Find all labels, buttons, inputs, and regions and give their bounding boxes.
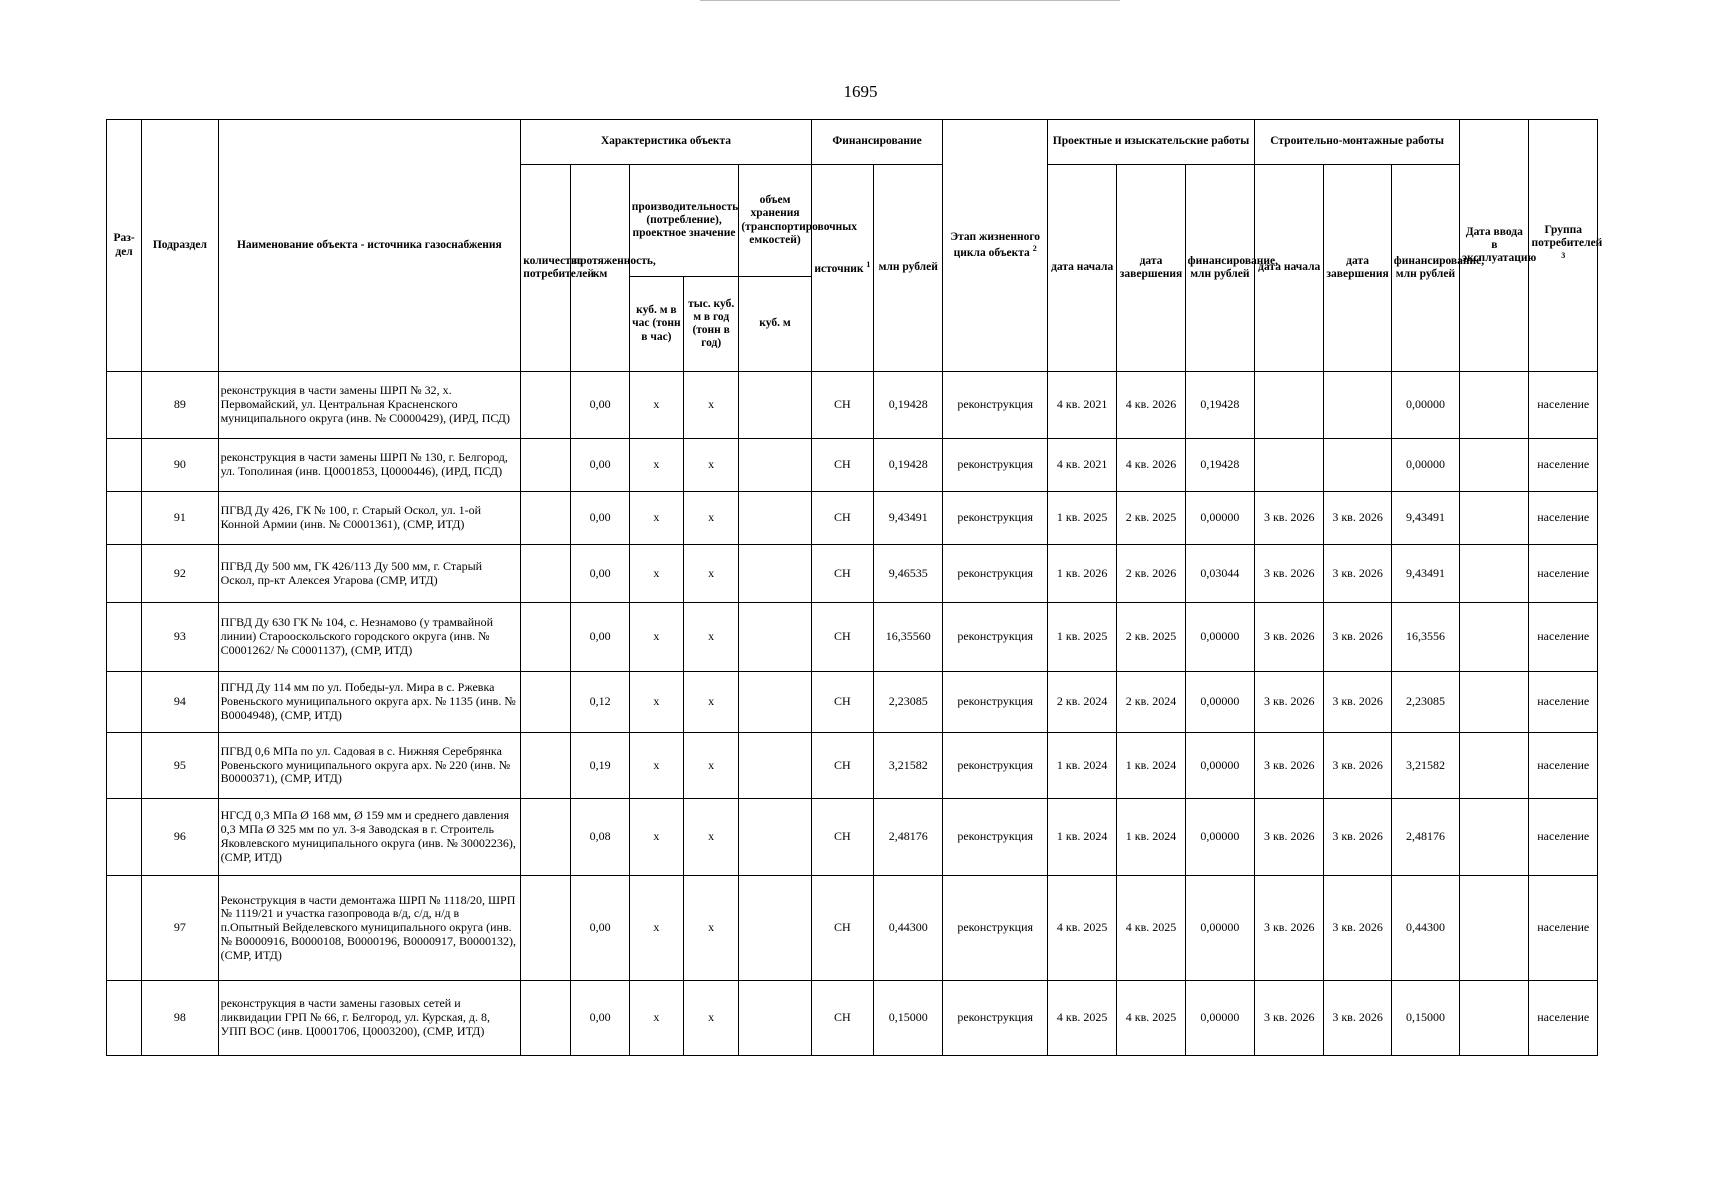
col-source-label: источник xyxy=(814,262,864,275)
cell-tcubm-year: х xyxy=(684,439,739,492)
col-source-footnote: 1 xyxy=(866,259,871,269)
cell-c-fin: 0,15000 xyxy=(1391,981,1459,1056)
col-group-financing: Финансирование xyxy=(811,120,943,165)
cell-stage: реконструкция xyxy=(943,545,1048,603)
cell-length: 0,19 xyxy=(571,733,629,799)
cell-tcubm-year: х xyxy=(684,981,739,1056)
cell-c-start: 3 кв. 2026 xyxy=(1255,492,1324,545)
cell-count xyxy=(521,603,571,672)
col-consumer-group-label: Группа потребителей xyxy=(1531,224,1603,250)
cell-c-end: 3 кв. 2026 xyxy=(1324,545,1391,603)
cell-c-end: 3 кв. 2026 xyxy=(1324,876,1391,981)
cell-p-fin: 0,00000 xyxy=(1185,799,1254,876)
table-row xyxy=(107,545,1598,603)
cell-razdel xyxy=(107,981,142,1056)
cell-c-fin: 2,23085 xyxy=(1391,672,1459,733)
cell-group: население xyxy=(1529,733,1598,799)
cell-length: 0,00 xyxy=(571,876,629,981)
cell-p-fin: 0,00000 xyxy=(1185,492,1254,545)
col-length: протяженность, км xyxy=(571,165,629,372)
cell-p-start: 4 кв. 2025 xyxy=(1047,876,1116,981)
cell-p-fin: 0,00000 xyxy=(1185,733,1254,799)
col-consumer-group-footnote: 3 xyxy=(1561,250,1566,260)
cell-stage: реконструкция xyxy=(943,799,1048,876)
cell-cubm xyxy=(739,545,811,603)
cell-c-start: 3 кв. 2026 xyxy=(1255,876,1324,981)
table-row xyxy=(107,733,1598,799)
cell-tcubm-year: х xyxy=(684,603,739,672)
cell-p-fin: 0,00000 xyxy=(1185,672,1254,733)
cell-count xyxy=(521,981,571,1056)
cell-mln: 0,15000 xyxy=(874,981,943,1056)
cell-name: Реконструкция в части демонтажа ШРП № 1118/20, ШРП № 1119/21 и участка газопровода в/д, с/д, н/д в п.Опытный Вейделевского муниципального округа (инв. № В0000916, В0000108, В0000196, В0000917, В0000132), (СМР, ИТД) xyxy=(218,876,521,981)
cell-source: СН xyxy=(811,439,873,492)
cell-c-end: 3 кв. 2026 xyxy=(1324,981,1391,1056)
cell-mln: 2,48176 xyxy=(874,799,943,876)
col-design-end: дата завершения xyxy=(1117,165,1185,372)
cell-sub: 97 xyxy=(142,876,218,981)
cell-sub: 98 xyxy=(142,981,218,1056)
cell-c-start: 3 кв. 2026 xyxy=(1255,981,1324,1056)
cell-length: 0,00 xyxy=(571,981,629,1056)
cell-stage: реконструкция xyxy=(943,492,1048,545)
cell-source: СН xyxy=(811,672,873,733)
cell-group: население xyxy=(1529,799,1598,876)
cell-c-fin: 2,48176 xyxy=(1391,799,1459,876)
cell-tcubm-year: х xyxy=(684,733,739,799)
cell-commission xyxy=(1460,672,1529,733)
col-stage-label: Этап жизненного цикла объекта xyxy=(950,230,1041,259)
cell-c-start: 3 кв. 2026 xyxy=(1255,545,1324,603)
cell-cubm-hour: х xyxy=(629,981,683,1056)
cell-name: ПГВД Ду 426, ГК № 100, г. Старый Оскол, ул. 1-ой Конной Армии (инв. № С0001361), (СМР, ИТД) xyxy=(218,492,521,545)
cell-source: СН xyxy=(811,372,873,439)
cell-mln: 0,44300 xyxy=(874,876,943,981)
cell-c-fin: 0,00000 xyxy=(1391,439,1459,492)
cell-commission xyxy=(1460,603,1529,672)
cell-p-fin: 0,03044 xyxy=(1185,545,1254,603)
cell-p-start: 4 кв. 2025 xyxy=(1047,981,1116,1056)
cell-p-end: 1 кв. 2024 xyxy=(1117,733,1185,799)
header-row-1 xyxy=(107,120,1598,165)
cell-length: 0,00 xyxy=(571,492,629,545)
cell-stage: реконструкция xyxy=(943,876,1048,981)
cell-razdel xyxy=(107,439,142,492)
cell-sub: 96 xyxy=(142,799,218,876)
table-row xyxy=(107,981,1598,1056)
cell-p-fin: 0,00000 xyxy=(1185,876,1254,981)
cell-razdel xyxy=(107,799,142,876)
col-capacity: производительность (потребление), проектное значение xyxy=(629,165,739,277)
cell-commission xyxy=(1460,981,1529,1056)
cell-tcubm-year: х xyxy=(684,545,739,603)
col-cubm: куб. м xyxy=(739,277,811,372)
cell-mln: 2,23085 xyxy=(874,672,943,733)
col-tcubm-year: тыс. куб. м в год (тонн в год) xyxy=(684,277,739,372)
table-row xyxy=(107,439,1598,492)
cell-p-start: 2 кв. 2024 xyxy=(1047,672,1116,733)
cell-name: ПГВД 0,6 МПа по ул. Садовая в с. Нижняя Серебрянка Ровеньского муниципального округа арх. № 220 (инв. № В0000371), (СМР, ИТД) xyxy=(218,733,521,799)
cell-p-start: 1 кв. 2024 xyxy=(1047,799,1116,876)
col-cubm-hour: куб. м в час (тонн в час) xyxy=(629,277,683,372)
cell-cubm xyxy=(739,799,811,876)
cell-p-end: 2 кв. 2024 xyxy=(1117,672,1185,733)
cell-commission xyxy=(1460,876,1529,981)
cell-length: 0,00 xyxy=(571,545,629,603)
cell-mln: 16,35560 xyxy=(874,603,943,672)
cell-group: население xyxy=(1529,492,1598,545)
cell-source: СН xyxy=(811,733,873,799)
col-name: Наименование объекта - источника газоснабжения xyxy=(218,120,521,372)
cell-razdel xyxy=(107,876,142,981)
page-top-rule xyxy=(700,0,1120,1)
cell-cubm xyxy=(739,981,811,1056)
cell-tcubm-year: х xyxy=(684,372,739,439)
cell-p-fin: 0,19428 xyxy=(1185,372,1254,439)
cell-p-end: 2 кв. 2026 xyxy=(1117,545,1185,603)
cell-group: население xyxy=(1529,603,1598,672)
cell-c-end: 3 кв. 2026 xyxy=(1324,603,1391,672)
cell-c-fin: 9,43491 xyxy=(1391,492,1459,545)
cell-group: население xyxy=(1529,672,1598,733)
cell-mln: 0,19428 xyxy=(874,439,943,492)
cell-sub: 92 xyxy=(142,545,218,603)
col-construction-end: дата завершения xyxy=(1324,165,1391,372)
cell-length: 0,12 xyxy=(571,672,629,733)
cell-p-start: 1 кв. 2024 xyxy=(1047,733,1116,799)
cell-razdel xyxy=(107,672,142,733)
cell-tcubm-year: х xyxy=(684,672,739,733)
col-podrazdel: Подраздел xyxy=(142,120,218,372)
cell-cubm xyxy=(739,439,811,492)
cell-c-fin: 3,21582 xyxy=(1391,733,1459,799)
cell-p-end: 4 кв. 2026 xyxy=(1117,372,1185,439)
cell-c-start: 3 кв. 2026 xyxy=(1255,733,1324,799)
cell-p-end: 1 кв. 2024 xyxy=(1117,799,1185,876)
col-group-construction: Строительно-монтажные работы xyxy=(1255,120,1460,165)
cell-sub: 90 xyxy=(142,439,218,492)
cell-group: население xyxy=(1529,439,1598,492)
cell-mln: 0,19428 xyxy=(874,372,943,439)
cell-sub: 93 xyxy=(142,603,218,672)
cell-c-start: 3 кв. 2026 xyxy=(1255,799,1324,876)
table-row xyxy=(107,603,1598,672)
cell-cubm-hour: х xyxy=(629,733,683,799)
cell-p-end: 4 кв. 2025 xyxy=(1117,981,1185,1056)
cell-tcubm-year: х xyxy=(684,799,739,876)
col-source xyxy=(811,165,873,372)
cell-p-end: 2 кв. 2025 xyxy=(1117,492,1185,545)
cell-count xyxy=(521,439,571,492)
cell-commission xyxy=(1460,799,1529,876)
cell-cubm-hour: х xyxy=(629,603,683,672)
cell-c-fin: 0,44300 xyxy=(1391,876,1459,981)
table-row xyxy=(107,492,1598,545)
cell-cubm xyxy=(739,672,811,733)
cell-stage: реконструкция xyxy=(943,672,1048,733)
cell-c-end: 3 кв. 2026 xyxy=(1324,672,1391,733)
col-design-start: дата начала xyxy=(1047,165,1116,372)
cell-cubm-hour: х xyxy=(629,439,683,492)
cell-stage: реконструкция xyxy=(943,372,1048,439)
cell-cubm xyxy=(739,492,811,545)
col-mln-rub: млн рублей xyxy=(874,165,943,372)
cell-commission xyxy=(1460,372,1529,439)
cell-sub: 94 xyxy=(142,672,218,733)
cell-p-start: 4 кв. 2021 xyxy=(1047,372,1116,439)
col-consumer-group xyxy=(1529,120,1603,372)
cell-stage: реконструкция xyxy=(943,439,1048,492)
table-row xyxy=(107,672,1598,733)
col-construction-start: дата начала xyxy=(1255,165,1324,372)
cell-group: население xyxy=(1529,981,1598,1056)
cell-cubm-hour: х xyxy=(629,799,683,876)
cell-count xyxy=(521,799,571,876)
cell-stage: реконструкция xyxy=(943,981,1048,1056)
page-number: 1695 xyxy=(843,82,878,101)
cell-cubm-hour: х xyxy=(629,545,683,603)
cell-mln: 3,21582 xyxy=(874,733,943,799)
cell-sub: 89 xyxy=(142,372,218,439)
cell-mln: 9,43491 xyxy=(874,492,943,545)
cell-count xyxy=(521,672,571,733)
cell-name: НГСД 0,3 МПа Ø 168 мм, Ø 159 мм и среднего давления 0,3 МПа Ø 325 мм по ул. 3-я Заводская в г. Строитель Яковлевского муниципального округа (инв. № 30002236), (СМР, ИТД) xyxy=(218,799,521,876)
cell-p-start: 4 кв. 2021 xyxy=(1047,439,1116,492)
cell-mln: 9,46535 xyxy=(874,545,943,603)
cell-p-end: 4 кв. 2026 xyxy=(1117,439,1185,492)
cell-p-fin: 0,00000 xyxy=(1185,603,1254,672)
cell-c-end: 3 кв. 2026 xyxy=(1324,492,1391,545)
col-razdel: Раз-дел xyxy=(107,120,142,372)
cell-c-start xyxy=(1255,372,1324,439)
cell-razdel xyxy=(107,545,142,603)
cell-name: ПГНД Ду 114 мм по ул. Победы-ул. Мира в с. Ржевка Ровеньского муниципального округа арх. № 1135 (инв. № В0004948), (СМР, ИТД) xyxy=(218,672,521,733)
cell-sub: 95 xyxy=(142,733,218,799)
cell-c-start xyxy=(1255,439,1324,492)
table-body xyxy=(107,372,1598,1056)
cell-source: СН xyxy=(811,492,873,545)
cell-count xyxy=(521,492,571,545)
cell-length: 0,00 xyxy=(571,439,629,492)
col-group-characteristics: Характеристика объекта xyxy=(521,120,812,165)
cell-count xyxy=(521,733,571,799)
cell-count xyxy=(521,372,571,439)
cell-c-end xyxy=(1324,439,1391,492)
cell-cubm xyxy=(739,603,811,672)
cell-sub: 91 xyxy=(142,492,218,545)
cell-group: население xyxy=(1529,876,1598,981)
cell-c-fin: 0,00000 xyxy=(1391,372,1459,439)
cell-commission xyxy=(1460,545,1529,603)
cell-group: население xyxy=(1529,372,1598,439)
cell-razdel xyxy=(107,492,142,545)
cell-source: СН xyxy=(811,981,873,1056)
cell-commission xyxy=(1460,492,1529,545)
cell-source: СН xyxy=(811,603,873,672)
cell-name: ПГВД Ду 630 ГК № 104, с. Незнамово (у трамвайной линии) Старооскольского городского округа (инв. № С0001262/ № С0001137), (СМР, ИТД) xyxy=(218,603,521,672)
cell-cubm xyxy=(739,372,811,439)
cell-c-fin: 16,3556 xyxy=(1391,603,1459,672)
cell-commission xyxy=(1460,439,1529,492)
cell-razdel xyxy=(107,603,142,672)
cell-cubm-hour: х xyxy=(629,876,683,981)
cell-length: 0,00 xyxy=(571,372,629,439)
cell-cubm-hour: х xyxy=(629,672,683,733)
cell-tcubm-year: х xyxy=(684,876,739,981)
cell-p-fin: 0,19428 xyxy=(1185,439,1254,492)
cell-cubm xyxy=(739,876,811,981)
col-construction-financing: финансирование, млн рублей xyxy=(1391,165,1459,372)
col-commission: Дата ввода в эксплуатацию xyxy=(1460,120,1529,372)
cell-tcubm-year: х xyxy=(684,492,739,545)
table-row xyxy=(107,876,1598,981)
col-design-financing: финансирование, млн рублей xyxy=(1185,165,1254,372)
cell-c-start: 3 кв. 2026 xyxy=(1255,672,1324,733)
col-stage-footnote: 2 xyxy=(1032,244,1037,254)
cell-cubm-hour: х xyxy=(629,372,683,439)
cell-count xyxy=(521,876,571,981)
cell-p-start: 1 кв. 2026 xyxy=(1047,545,1116,603)
cell-name: ПГВД Ду 500 мм, ГК 426/113 Ду 500 мм, г. Старый Оскол, пр-кт Алексея Угарова (СМР, ИТД) xyxy=(218,545,521,603)
cell-c-end: 3 кв. 2026 xyxy=(1324,733,1391,799)
cell-cubm-hour: х xyxy=(629,492,683,545)
cell-p-end: 4 кв. 2025 xyxy=(1117,876,1185,981)
investment-program-table xyxy=(106,119,1603,1056)
cell-group: население xyxy=(1529,545,1598,603)
col-consumers-count: количество потребителей xyxy=(521,165,571,372)
cell-source: СН xyxy=(811,799,873,876)
cell-cubm xyxy=(739,733,811,799)
cell-p-end: 2 кв. 2025 xyxy=(1117,603,1185,672)
table-row xyxy=(107,372,1598,439)
col-stage xyxy=(943,120,1048,372)
cell-stage: реконструкция xyxy=(943,733,1048,799)
cell-count xyxy=(521,545,571,603)
cell-length: 0,08 xyxy=(571,799,629,876)
cell-razdel xyxy=(107,372,142,439)
cell-name: реконструкция в части замены газовых сетей и ликвидации ГРП № 66, г. Белгород, ул. Курская, д. 8, УПП ВОС (инв. Ц0001706, Ц0003200), (СМР, ИТД) xyxy=(218,981,521,1056)
cell-name: реконструкция в части замены ШРП № 32, х. Первомайский, ул. Центральная Красненского муниципального округа (инв. № С0000429), (ИРД, ПСД) xyxy=(218,372,521,439)
cell-c-start: 3 кв. 2026 xyxy=(1255,603,1324,672)
cell-c-fin: 9,43491 xyxy=(1391,545,1459,603)
cell-name: реконструкция в части замены ШРП № 130, г. Белгород, ул. Тополиная (инв. Ц0001853, Ц0000446), (ИРД, ПСД) xyxy=(218,439,521,492)
col-group-design: Проектные и изыскательские работы xyxy=(1047,120,1254,165)
cell-p-start: 1 кв. 2025 xyxy=(1047,603,1116,672)
cell-p-start: 1 кв. 2025 xyxy=(1047,492,1116,545)
cell-stage: реконструкция xyxy=(943,603,1048,672)
col-storage: объем хранения (транспортировочных емкостей) xyxy=(739,165,811,277)
table-row xyxy=(107,799,1598,876)
cell-c-end: 3 кв. 2026 xyxy=(1324,799,1391,876)
cell-source: СН xyxy=(811,545,873,603)
cell-length: 0,00 xyxy=(571,603,629,672)
cell-p-fin: 0,00000 xyxy=(1185,981,1254,1056)
cell-source: СН xyxy=(811,876,873,981)
cell-razdel xyxy=(107,733,142,799)
cell-c-end xyxy=(1324,372,1391,439)
cell-commission xyxy=(1460,733,1529,799)
